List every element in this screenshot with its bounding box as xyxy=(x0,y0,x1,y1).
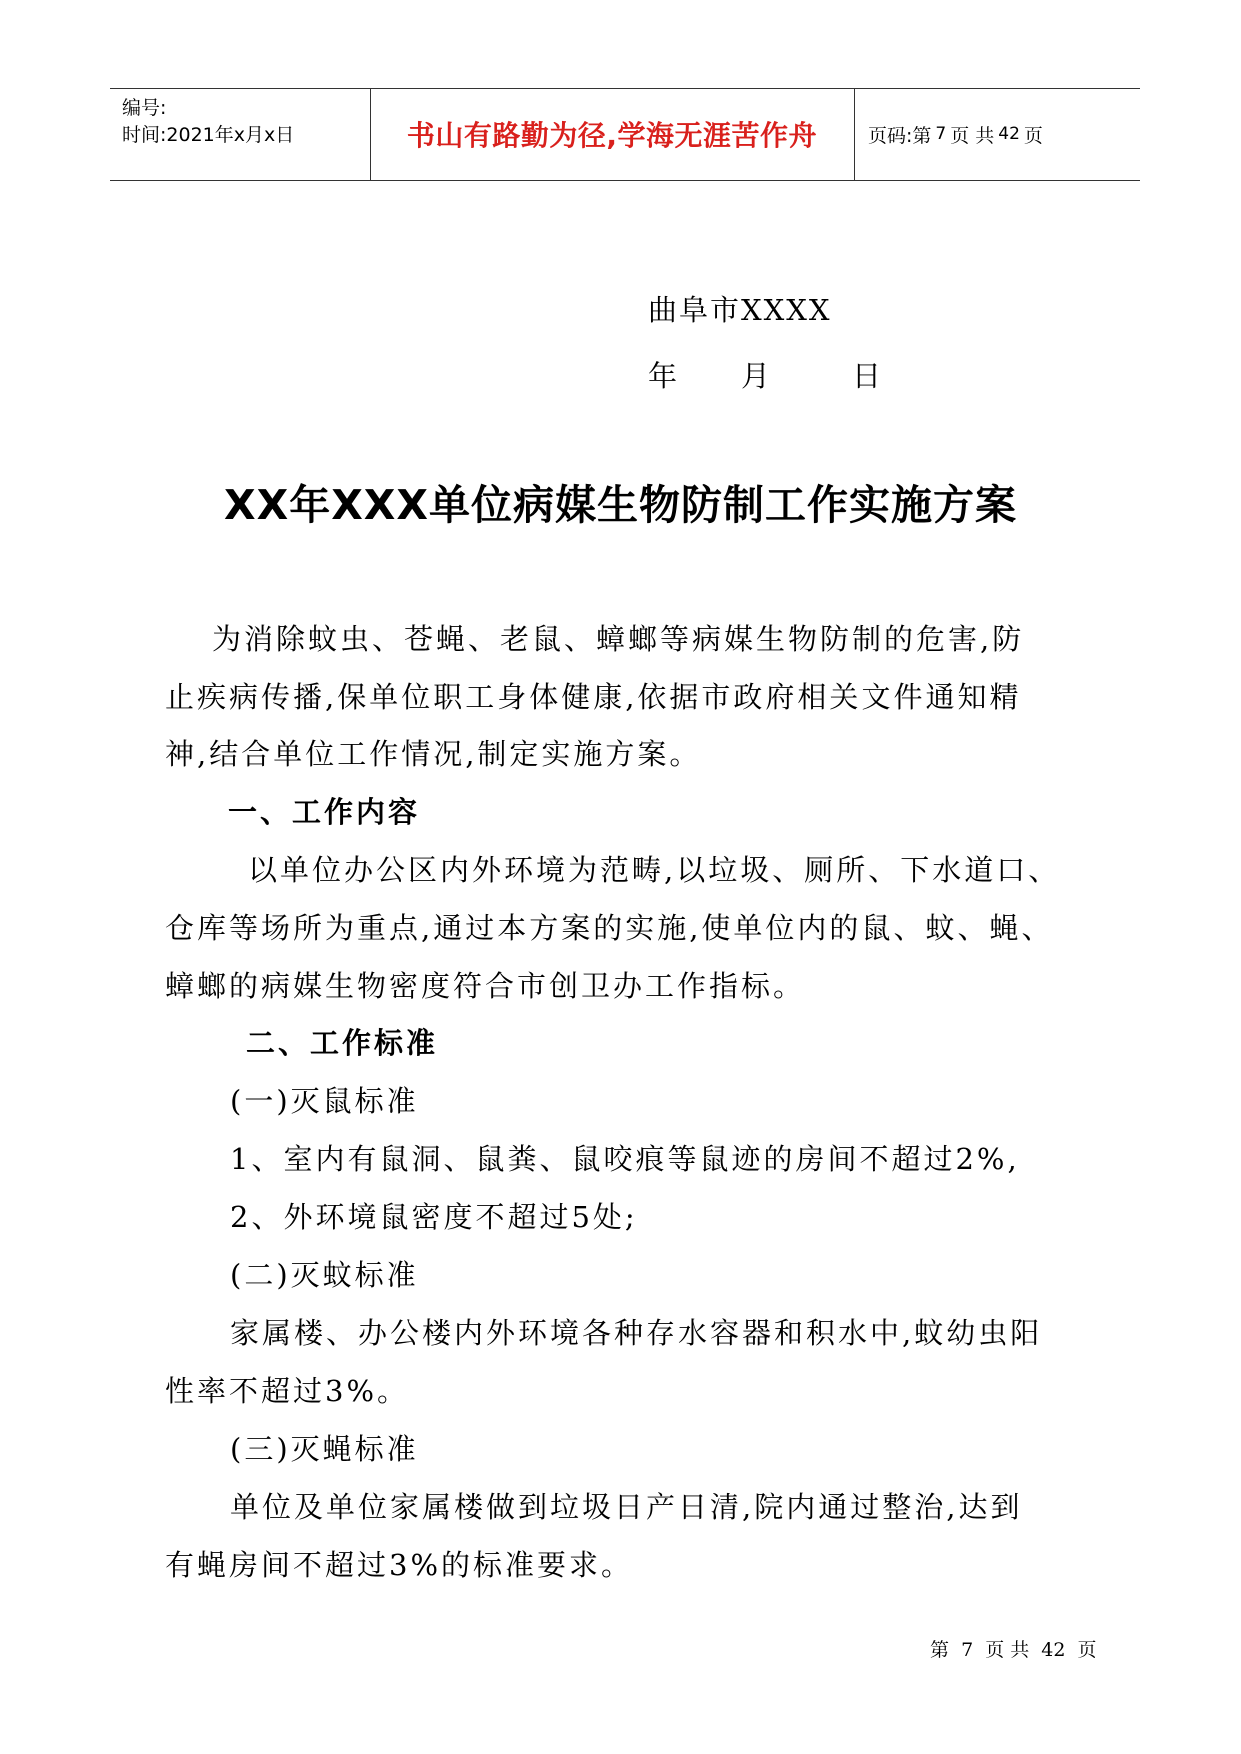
document-time-label: 时间:2021年x月x日 xyxy=(122,124,295,146)
signature-year: 年 xyxy=(648,359,680,393)
paragraph-line: 神,结合单位工作情况,制定实施方案。 xyxy=(165,737,702,771)
page-total: 42 xyxy=(998,124,1020,144)
page-header-table xyxy=(110,88,1140,181)
page-current: 7 xyxy=(935,124,947,144)
page-mid: 页 共 xyxy=(950,124,995,147)
page-footer xyxy=(930,1635,1097,1662)
signature-month: 月 xyxy=(741,359,773,393)
signature-date xyxy=(648,354,883,395)
header-motto: 书山有路勤为径,学海无涯苦作舟 xyxy=(406,119,818,152)
footer-mid: 页 共 xyxy=(985,1639,1030,1661)
list-item: 1、室内有鼠洞、鼠粪、鼠咬痕等鼠迹的房间不超过2%, xyxy=(230,1142,1020,1176)
paragraph-line: 蟑螂的病媒生物密度符合市创卫办工作指标。 xyxy=(165,969,806,1003)
section-heading: 一、工作内容 xyxy=(228,795,421,829)
footer-current: 7 xyxy=(961,1639,974,1661)
paragraph-line: 单位及单位家属楼做到垃圾日产日清,院内通过整治,达到 xyxy=(230,1490,1023,1524)
header-info-cell xyxy=(122,95,294,149)
footer-suffix: 页 xyxy=(1077,1639,1097,1661)
paragraph-line: 止疾病传播,保单位职工身体健康,依据市政府相关文件通知精 xyxy=(165,680,1022,714)
list-item: 2、外环境鼠密度不超过5处; xyxy=(230,1200,638,1234)
document-number-label: 编号: xyxy=(122,97,167,119)
paragraph-line: 仓库等场所为重点,通过本方案的实施,使单位内的鼠、蚊、蝇、 xyxy=(165,911,1054,945)
paragraph-line: 以单位办公区内外环境为范畴,以垃圾、厕所、下水道口、 xyxy=(248,853,1061,887)
paragraph-line: 家属楼、办公楼内外环境各种存水容器和积水中,蚊幼虫阳 xyxy=(230,1316,1043,1350)
footer-prefix: 第 xyxy=(930,1639,950,1661)
document-title: XX年XXX单位病媒生物防制工作实施方案 xyxy=(223,481,1018,529)
subsection-heading: (三)灭蝇标准 xyxy=(230,1432,419,1466)
subsection-heading: (二)灭蚊标准 xyxy=(230,1258,419,1292)
signature-day: 日 xyxy=(852,359,884,393)
footer-total: 42 xyxy=(1041,1639,1066,1661)
paragraph-line: 性率不超过3%。 xyxy=(165,1374,410,1408)
paragraph-line: 为消除蚊虫、苍蝇、老鼠、蟑螂等病媒生物防制的危害,防 xyxy=(212,622,1025,656)
header-divider xyxy=(854,89,855,180)
subsection-heading: (一)灭鼠标准 xyxy=(230,1084,419,1118)
paragraph-line: 有蝇房间不超过3%的标准要求。 xyxy=(165,1548,634,1582)
page-suffix: 页 xyxy=(1023,124,1043,147)
page-prefix: 页码:第 xyxy=(868,124,932,147)
header-page-number xyxy=(868,89,1043,179)
header-divider xyxy=(370,89,371,180)
section-heading: 二、工作标准 xyxy=(246,1026,439,1060)
signature-org: 曲阜市XXXX xyxy=(648,293,832,327)
